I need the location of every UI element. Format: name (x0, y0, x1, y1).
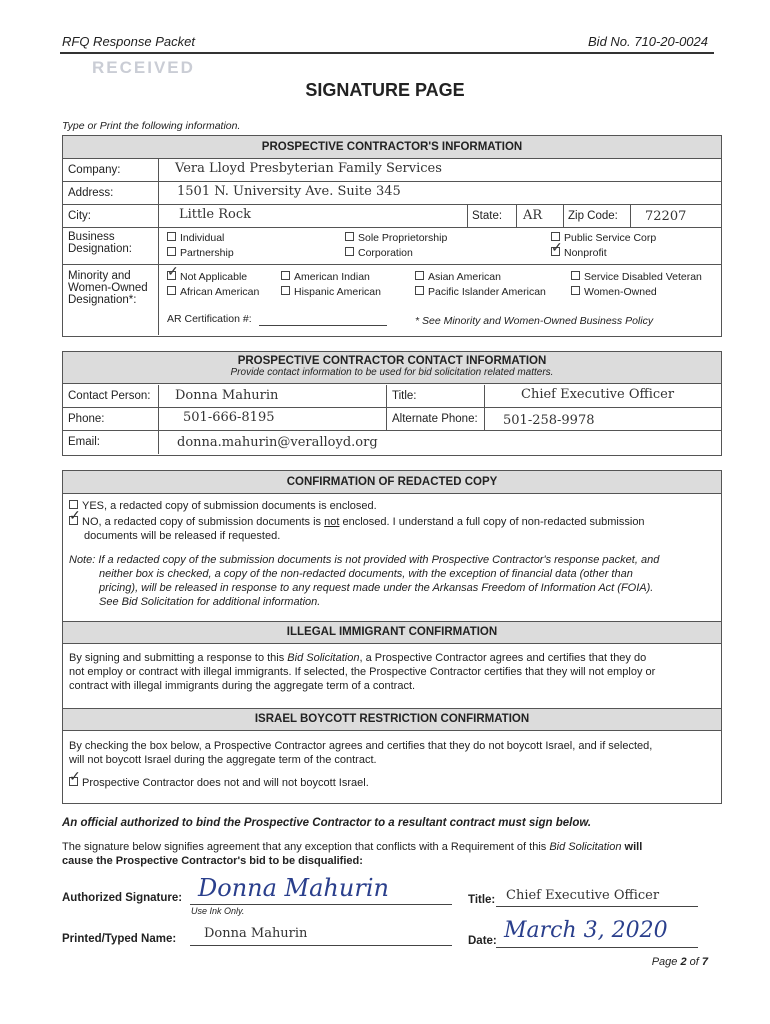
minority-option-hispanic-american[interactable] (281, 286, 381, 298)
state-value[interactable]: AR (523, 208, 543, 223)
title-label: Title: (468, 894, 496, 906)
page-mid: of (686, 956, 702, 968)
city-value[interactable]: Little Rock (179, 207, 251, 222)
israel-checkbox-option[interactable] (69, 776, 369, 790)
email-label: Email: (63, 431, 159, 454)
page-number (652, 956, 708, 968)
israel-line2: will not boycott Israel during the aggregate term of the contract. (69, 754, 377, 766)
contact-info-subheading: Provide contact information to be used for bid solicitation related matters. (230, 367, 554, 378)
ar-cert-input[interactable] (259, 325, 387, 326)
business-option-sole[interactable] (345, 232, 447, 244)
redacted-no-line2: documents will be released if requested. (84, 530, 281, 542)
company-label: Company: (63, 159, 159, 181)
minority-label-line2: Women-Owned (68, 282, 148, 294)
agreement-line1-a: The signature below signifies agreement that any exception that conflicts with a Requirement of this (62, 841, 550, 853)
option-label: Women-Owned (584, 286, 657, 298)
redacted-no-option[interactable] (69, 515, 645, 529)
contact-person-value[interactable]: Donna Mahurin (175, 388, 279, 403)
checkbox-icon[interactable] (571, 286, 580, 295)
business-label-line1: Business (68, 231, 115, 243)
checkbox-icon[interactable] (345, 232, 354, 241)
checkbox-icon[interactable] (415, 286, 424, 295)
note-label: Note: (69, 554, 96, 566)
address-row (63, 182, 721, 205)
address-value[interactable]: 1501 N. University Ave. Suite 345 (177, 184, 401, 199)
minority-option-african-american[interactable] (167, 286, 259, 298)
business-row (63, 228, 721, 265)
auth-signature-line (190, 904, 452, 905)
date-line (496, 947, 698, 948)
illegal-line1 (69, 651, 646, 665)
contractor-info-section (62, 135, 722, 337)
illegal-line1-italic: Bid Solicitation (287, 652, 360, 664)
printed-name-line (190, 945, 452, 946)
city-row (63, 205, 721, 228)
page-total: 7 (701, 956, 708, 968)
note-line4: See Bid Solicitation for additional information. (99, 596, 321, 608)
option-label: Individual (180, 232, 225, 244)
title-value[interactable]: Chief Executive Officer (506, 888, 660, 903)
header-right: Bid No. 710-20-0024 (588, 34, 708, 49)
contact-person-row (63, 385, 721, 408)
redacted-heading: CONFIRMATION OF REDACTED COPY (63, 471, 721, 494)
minority-option-service-disabled[interactable] (571, 271, 702, 283)
minority-option-not-applicable[interactable] (167, 271, 247, 283)
address-label: Address: (63, 182, 159, 204)
option-label: Asian American (428, 271, 501, 283)
checkbox-icon[interactable] (571, 271, 580, 280)
note-line1: If a redacted copy of the submission documents is not provided with Prospective Contractor's response packet, and (98, 554, 660, 566)
contact-info-header (63, 352, 721, 384)
minority-label-line3: Designation*: (68, 294, 137, 306)
minority-option-pacific-islander[interactable] (415, 286, 546, 298)
checkbox-checked-icon[interactable] (69, 516, 78, 525)
redacted-note (69, 553, 715, 609)
policy-note: * See Minority and Women-Owned Business Policy (415, 315, 654, 327)
minority-label-line1: Minority and (68, 270, 131, 282)
option-label: Pacific Islander American (428, 286, 546, 298)
agreement-line1 (62, 840, 642, 854)
printed-name-value[interactable]: Donna Mahurin (204, 926, 308, 941)
header-rule (60, 52, 714, 54)
redacted-yes-option[interactable] (69, 499, 377, 513)
confirmations-section (62, 470, 722, 804)
checkbox-icon[interactable] (281, 271, 290, 280)
contact-person-label: Contact Person: (63, 385, 159, 407)
auth-signature-value[interactable]: Donna Mahurin (198, 874, 389, 902)
minority-option-women-owned[interactable] (571, 286, 657, 298)
business-option-nonprofit[interactable] (551, 247, 607, 259)
minority-label (63, 265, 159, 335)
israel-checkbox-text: Prospective Contractor does not and will not boycott Israel. (82, 777, 369, 789)
illegal-line1-a: By signing and submitting a response to this (69, 652, 288, 664)
agreement-line1-italic: Bid Solicitation (549, 841, 622, 853)
agreement-line1-b: will (621, 841, 643, 853)
printed-name-label: Printed/Typed Name: (62, 933, 177, 945)
company-row (63, 159, 721, 182)
checkbox-checked-icon[interactable] (167, 271, 176, 280)
option-label: African American (180, 286, 260, 298)
checkbox-icon[interactable] (167, 232, 176, 241)
israel-line1: By checking the box below, a Prospective Contractor agrees and certifies that they do not boycott Israel, and if selected, (69, 740, 653, 752)
phone-row (63, 408, 721, 431)
option-label: Public Service Corp (564, 232, 657, 244)
illegal-line3: contract with illegal immigrants during the aggregate term of a contract. (69, 680, 416, 692)
ink-note: Use Ink Only. (191, 906, 245, 916)
page-current: 2 (680, 956, 687, 968)
auth-signature-label: Authorized Signature: (62, 892, 183, 904)
alt-phone-value[interactable]: 501-258-9978 (503, 413, 595, 428)
date-label: Date: (468, 935, 497, 947)
minority-row (63, 265, 721, 335)
received-stamp: RECEIVED (92, 58, 195, 77)
business-option-individual[interactable] (167, 232, 224, 244)
title-line (496, 906, 698, 907)
checkbox-icon[interactable] (167, 286, 176, 295)
note-line3: pricing), will be released in response to any request made under the Arkansas Freedom of Information Act (FOIA). (99, 582, 654, 594)
redacted-no-suffix: enclosed. I understand a full copy of non-redacted submission (339, 516, 645, 528)
illegal-line2: not employ or contract with illegal immigrants. If selected, the Prospective Contractor certifies that they will not employ or (69, 666, 656, 678)
business-option-corporation[interactable] (345, 247, 413, 259)
email-value[interactable]: donna.mahurin@veralloyd.org (177, 435, 378, 450)
header-left: RFQ Response Packet (62, 34, 195, 49)
option-label: Partnership (180, 247, 234, 259)
contact-info-section (62, 351, 722, 456)
option-label: Sole Proprietorship (358, 232, 448, 244)
redacted-no-text: NO, a redacted copy of submission documents is (82, 516, 325, 528)
redacted-no-not: not (324, 516, 340, 528)
phone-value[interactable]: 501-666-8195 (183, 410, 275, 425)
contact-info-heading: PROSPECTIVE CONTRACTOR CONTACT INFORMATION (237, 355, 547, 367)
israel-heading: ISRAEL BOYCOTT RESTRICTION CONFIRMATION (63, 708, 721, 731)
page-prefix: Page (651, 956, 681, 968)
contact-title-value[interactable]: Chief Executive Officer (521, 387, 675, 402)
checkbox-icon[interactable] (167, 247, 176, 256)
checkbox-checked-icon[interactable] (551, 247, 560, 256)
illegal-line1-b: , a Prospective Contractor agrees and certifies that they do (359, 652, 647, 664)
agreement-line2: cause the Prospective Contractor's bid to be disqualified: (62, 855, 363, 867)
contact-title-label: Title: (386, 385, 485, 407)
business-label (63, 228, 159, 264)
option-label: Hispanic American (294, 286, 381, 298)
checkbox-icon[interactable] (415, 271, 424, 280)
checkbox-icon[interactable] (281, 286, 290, 295)
option-label: Corporation (358, 247, 413, 259)
ar-cert-label: AR Certification #: (167, 313, 252, 325)
agreement-text (62, 840, 642, 868)
alt-phone-label: Alternate Phone: (386, 408, 485, 430)
contractor-info-heading: PROSPECTIVE CONTRACTOR'S INFORMATION (63, 136, 721, 159)
email-row (63, 431, 721, 454)
minority-option-asian-american[interactable] (415, 271, 501, 283)
checkbox-icon[interactable] (345, 247, 354, 256)
official-note: An official authorized to bind the Prospective Contractor to a resultant contract must sign below. (62, 817, 592, 829)
note-line2: neither box is checked, a copy of the non-redacted documents, with the exception of financial data (other than (99, 568, 633, 580)
zip-value[interactable]: 72207 (645, 209, 687, 224)
option-label: Not Applicable (180, 271, 248, 283)
redacted-yes-text: YES, a redacted copy of submission documents is enclosed. (82, 500, 377, 512)
business-option-public[interactable] (551, 232, 656, 244)
business-label-line2: Designation: (68, 243, 132, 255)
zip-label: Zip Code: (563, 205, 631, 227)
business-option-partnership[interactable] (167, 247, 234, 259)
page-title: SIGNATURE PAGE (305, 80, 465, 100)
option-label: Nonprofit (564, 247, 607, 259)
instruction-text: Type or Print the following information. (62, 120, 241, 132)
state-label: State: (467, 205, 517, 227)
illegal-heading: ILLEGAL IMMIGRANT CONFIRMATION (63, 621, 721, 644)
phone-label: Phone: (63, 408, 159, 430)
checkbox-checked-icon[interactable] (69, 777, 78, 786)
company-value[interactable]: Vera Lloyd Presbyterian Family Services (175, 161, 442, 176)
city-label: City: (63, 205, 159, 227)
option-label: Service Disabled Veteran (584, 271, 702, 283)
minority-option-american-indian[interactable] (281, 271, 370, 283)
option-label: American Indian (294, 271, 370, 283)
date-value[interactable]: March 3, 2020 (504, 918, 668, 943)
